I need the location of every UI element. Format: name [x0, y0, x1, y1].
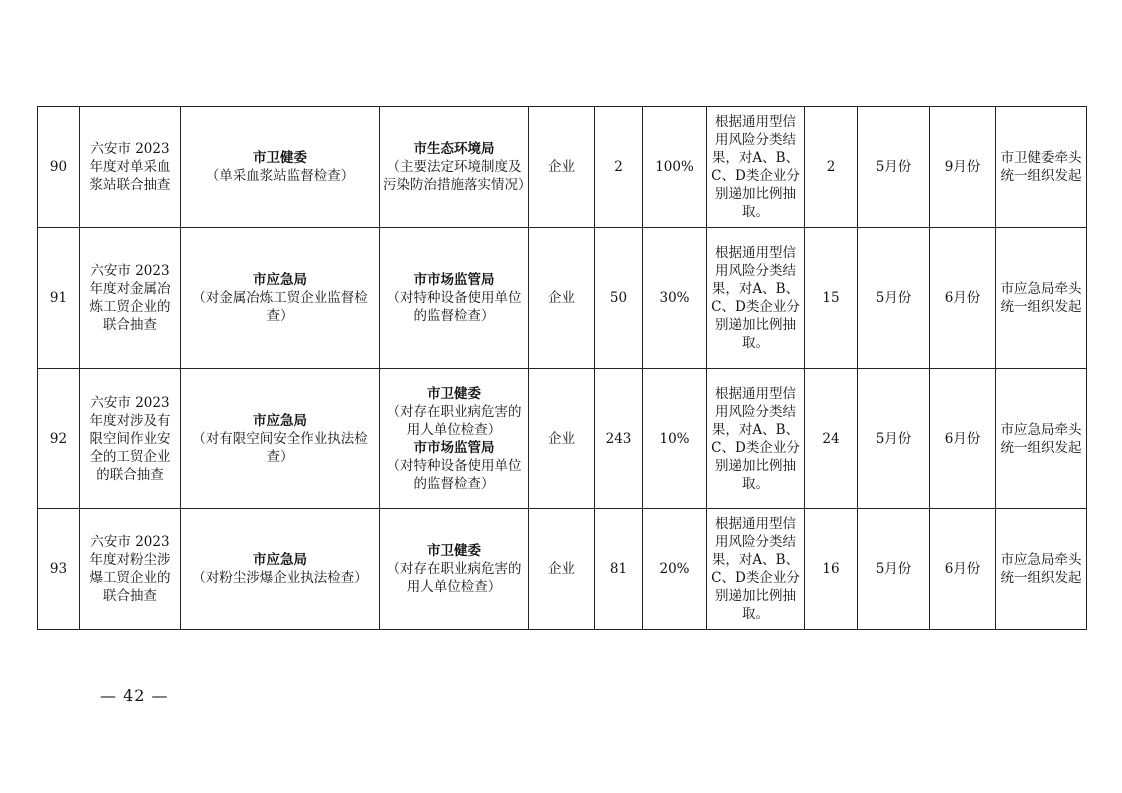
start-month: 5月份 [858, 228, 930, 369]
partner-dept-desc: （对存在职业病危害的用人单位检查） [386, 403, 522, 438]
inspection-object: 企业 [529, 107, 595, 228]
end-month: 6月份 [930, 509, 996, 630]
sampling-ratio: 100% [643, 107, 707, 228]
lead-dept-name: 市应急局 [253, 272, 307, 288]
partner-departments [380, 228, 529, 369]
object-count: 243 [595, 369, 643, 509]
lead-dept-name: 市卫健委 [253, 150, 307, 166]
sample-count: 24 [805, 369, 858, 509]
table-row [38, 107, 1087, 228]
lead-dept-desc: （单采血浆站监督检查） [205, 168, 355, 184]
inspection-object: 企业 [529, 509, 595, 630]
sampling-ratio: 20% [643, 509, 707, 630]
task-title: 六安市 2023 年度对涉及有限空间作业安全的工贸企业的联合抽查 [80, 369, 181, 509]
partner-dept-desc: （对特种设备使用单位的监督检查） [386, 290, 522, 324]
inspection-table [37, 106, 1087, 630]
task-title: 六安市 2023 年度对金属冶炼工贸企业的联合抽查 [80, 228, 181, 369]
sampling-method: 根据通用型信用风险分类结果，对A、B、C、D类企业分别递加比例抽取。 [707, 369, 805, 509]
partner-dept-name: 市市场监管局 [413, 272, 495, 288]
row-number: 90 [38, 107, 80, 228]
partner-departments [380, 107, 532, 228]
sampling-method: 根据通用型信用风险分类结果，对A、B、C、D类企业分别递加比例抽取。 [707, 228, 805, 369]
sampling-method: 根据通用型信用风险分类结果，对A、B、C、D类企业分别递加比例抽取。 [707, 107, 805, 228]
task-title: 六安市 2023 年度对粉尘涉爆工贸企业的联合抽查 [80, 509, 181, 630]
row-number: 93 [38, 509, 80, 630]
partner-dept-desc: （主要法定环境制度及污染防治措施落实情况） [383, 159, 532, 193]
lead-department [181, 509, 380, 630]
lead-department [181, 107, 380, 228]
end-month: 6月份 [930, 369, 996, 509]
partner-dept-name: 市卫健委 [427, 385, 481, 402]
end-month: 6月份 [930, 228, 996, 369]
lead-department [181, 228, 380, 369]
lead-dept-desc: （对有限空间安全作业执法检查） [192, 430, 368, 465]
object-count: 2 [595, 107, 643, 228]
lead-department [181, 369, 380, 509]
remark: 市应急局牵头统一组织发起 [996, 228, 1087, 369]
start-month: 5月份 [858, 107, 930, 228]
partner-departments [380, 369, 529, 509]
page-number: — 42 — [100, 686, 169, 705]
remark: 市卫健委牵头统一组织发起 [996, 107, 1087, 228]
object-count: 81 [595, 509, 643, 630]
remark: 市应急局牵头统一组织发起 [996, 369, 1087, 509]
inspection-object: 企业 [529, 369, 595, 509]
lead-dept-desc: （对金属冶炼工贸企业监督检查） [192, 290, 368, 324]
sample-count: 15 [805, 228, 858, 369]
sampling-ratio: 30% [643, 228, 707, 369]
partner-departments [380, 509, 529, 630]
partner-dept-name: 市市场监管局 [413, 439, 495, 456]
lead-dept-desc: （对粉尘涉爆企业执法检查） [192, 570, 368, 586]
object-count: 50 [595, 228, 643, 369]
remark: 市应急局牵头统一组织发起 [996, 509, 1087, 630]
inspection-object: 企业 [529, 228, 595, 369]
sample-count: 16 [805, 509, 858, 630]
table-row [38, 509, 1087, 630]
sample-count: 2 [805, 107, 858, 228]
partner-dept-name: 市卫健委 [427, 543, 481, 559]
lead-dept-name: 市应急局 [253, 412, 307, 429]
start-month: 5月份 [858, 509, 930, 630]
partner-dept-desc: （对特种设备使用单位的监督检查） [386, 457, 522, 492]
lead-dept-name: 市应急局 [253, 552, 307, 568]
row-number: 91 [38, 228, 80, 369]
row-number: 92 [38, 369, 80, 509]
task-title: 六安市 2023 年度对单采血浆站联合抽查 [80, 107, 181, 228]
start-month: 5月份 [858, 369, 930, 509]
partner-dept-name: 市生态环境局 [413, 141, 495, 157]
partner-dept-desc: （对存在职业病危害的用人单位检查） [386, 561, 522, 595]
table-row [38, 228, 1087, 369]
sampling-method: 根据通用型信用风险分类结果，对A、B、C、D类企业分别递加比例抽取。 [707, 509, 805, 630]
sampling-ratio: 10% [643, 369, 707, 509]
table-row [38, 369, 1087, 509]
end-month: 9月份 [930, 107, 996, 228]
